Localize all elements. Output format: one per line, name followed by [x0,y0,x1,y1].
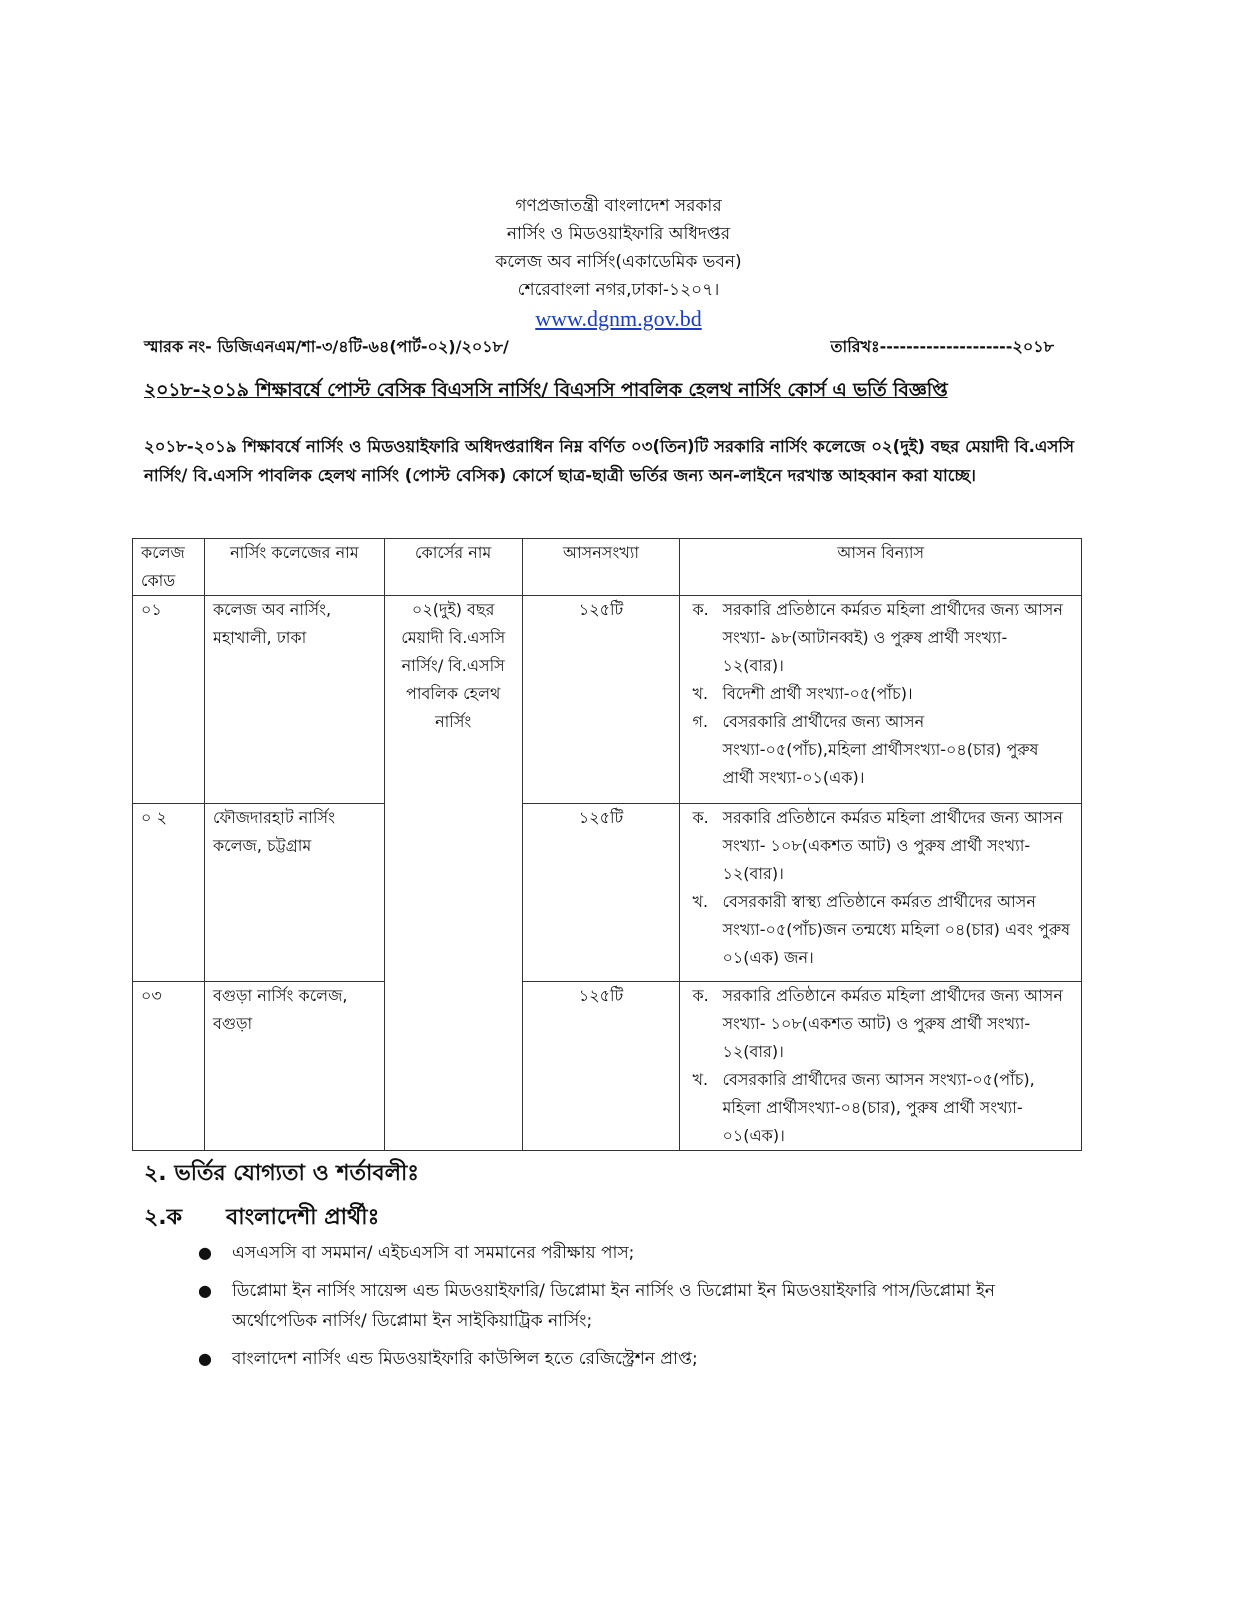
office-building: কলেজ অব নার্সিং(একাডেমিক ভবন) [495,252,742,272]
allocation-cell [680,982,1082,1151]
item-mark: ক. [692,808,709,827]
notice-title: ২০১৮-২০১৯ শিক্ষাবর্ষে পোস্ট বেসিক বিএসসি নার্সিং/ বিএসসি পাবলিক হেলথ নার্সিং কোর্স এ ভর্তি বিজ্ঞপ্তি [144,379,948,401]
subsection-title: বাংলাদেশী প্রার্থীঃ [226,1205,380,1230]
intro-paragraph: ২০১৮-২০১৯ শিক্ষাবর্ষে নার্সিং ও মিডওয়াইফারি অধিদপ্তরাধিন নিম্ন বর্ণিত ০৩(তিন)টি সরকারি নার্সিং কলেজে ০২(দুই) বছর মেয়াদী বি.এসসি নার্সিং/ বি.এসসি পাবলিক হেলথ নার্সিং (পোস্ট বেসিক) কোর্সে ছাত্র-ছাত্রী ভর্তির জন্য অন-লাইনে দরখাস্ত আহব্বান করা যাচ্ছে। [144,437,1074,485]
header-college: নার্সিং কলেজের নাম [204,539,384,596]
college-code: ০৩ [133,982,205,1151]
subsection-label: ২.ক [144,1205,183,1230]
list-item [198,1344,1078,1374]
header-code: কলেজ কোড [133,539,205,596]
seat-count: ১২৫টি [522,804,680,982]
item-text: সরকারি প্রতিষ্ঠানে কর্মরত মহিলা প্রার্থীদের জন্য আসন সংখ্যা- ৯৮(আটানব্বই) ও পুরুষ প্রার্থী সংখ্যা- ১২(বার)। [722,600,1063,675]
header-allocation: আসন বিন্যাস [680,539,1082,596]
item-mark: খ. [692,1070,709,1089]
item-text: বেসরকারী স্বাস্থ্য প্রতিষ্ঠানে কর্মরত প্রার্থীদের আসন সংখ্যা-০৫(পাঁচ)জন তন্মধ্যে মহিলা ০৪(চার) এবং পুরুষ ০১(এক) জন। [722,892,1071,967]
college-name: বগুড়া নার্সিং কলেজ, বগুড়া [204,982,384,1151]
directorate-name: নার্সিং ও মিডওয়াইফারি অধিদপ্তর [506,224,731,244]
college-name: ফৌজদারহাট নার্সিং কলেজ, চট্টগ্রাম [204,804,384,982]
allocation-item [688,596,1073,680]
item-mark: খ. [692,684,709,703]
condition-text: বাংলাদেশ নার্সিং এন্ড মিডওয়াইফারি কাউন্সিল হতে রেজিস্ট্রেশন প্রাপ্ত; [232,1349,698,1369]
item-mark: ক. [692,986,709,1005]
item-text: সরকারি প্রতিষ্ঠানে কর্মরত মহিলা প্রার্থীদের জন্য আসন সংখ্যা- ১০৮(একশত আট) ও পুরুষ প্রার্থী সংখ্যা- ১২(বার)। [722,986,1063,1061]
seat-count: ১২৫টি [522,982,680,1151]
seat-table [132,538,1082,1151]
allocation-item [688,680,1073,708]
item-text: বেসরকারি প্রার্থীদের জন্য আসন সংখ্যা-০৫(পাঁচ),মহিলা প্রার্থীসংখ্যা-০৪(চার) পুরুষ প্রার্থী সংখ্যা-০১(এক)। [722,712,1039,787]
item-text: বিদেশী প্রার্থী সংখ্যা-০৫(পাঁচ)। [722,684,913,703]
college-code: ০১ [133,596,205,804]
letterhead [0,192,1237,335]
allocation-item [688,1066,1073,1150]
item-mark: ক. [692,600,709,619]
office-address: শেরেবাংলা নগর,ঢাকা-১২০৭। [517,280,720,300]
allocation-cell [680,596,1082,804]
condition-text: এসএসসি বা সমমান/ এইচএসসি বা সমমানের পরীক্ষায় পাস; [232,1243,635,1263]
bullet-icon: ● [198,1349,212,1368]
allocation-cell [680,804,1082,982]
list-item [198,1276,1078,1336]
memo-number: স্মারক নং- ডিজিএনএম/শা-৩/৪টি-৬৪(পার্ট-০২)/২০১৮/ [144,337,509,356]
memo-date: তারিখঃ--------------------২০১৮ [830,337,1054,356]
college-name: কলেজ অব নার্সিং, মহাখালী, ঢাকা [204,596,384,804]
allocation-item [688,888,1073,972]
allocation-item [688,982,1073,1066]
govt-name: গণপ্রজাতন্ত্রী বাংলাদেশ সরকার [515,196,722,216]
item-text: বেসরকারি প্রার্থীদের জন্য আসন সংখ্যা-০৫(পাঁচ), মহিলা প্রার্থীসংখ্যা-০৪(চার), পুরুষ প্রার্থী সংখ্যা- ০১(এক)। [722,1070,1035,1145]
header-course: কোর্সের নাম [384,539,522,596]
subsection-heading [144,1200,379,1237]
table-row [133,982,1082,1151]
allocation-item [688,708,1073,792]
table-row [133,804,1082,982]
item-mark: খ. [692,892,709,911]
bullet-icon: ● [198,1243,212,1262]
website-link[interactable]: www.dgnm.gov.bd [535,306,702,331]
header-seats: আসনসংখ্যা [522,539,680,596]
table-header-row [133,539,1082,596]
condition-text: ডিপ্লোমা ইন নার্সিং সায়েন্স এন্ড মিডওয়াইফারি/ ডিপ্লোমা ইন নার্সিং ও ডিপ্লোমা ইন মিডওয়াইফারি পাস/ডিপ্লোমা ইন অর্থোপেডিক নার্সিং/ ডিপ্লোমা ইন সাইকিয়াট্রিক নার্সিং; [232,1281,995,1331]
section-heading: ২. ভর্তির যোগ্যতা ও শর্তাবলীঃ [144,1161,420,1186]
table-row [133,596,1082,804]
item-text: সরকারি প্রতিষ্ঠানে কর্মরত মহিলা প্রার্থীদের জন্য আসন সংখ্যা- ১০৮(একশত আট) ও পুরুষ প্রার্থী সংখ্যা- ১২(বার)। [722,808,1063,883]
seat-count: ১২৫টি [522,596,680,804]
college-code: ০ ২ [133,804,205,982]
course-name: ০২(দুই) বছর মেয়াদী বি.এসসি নার্সিং/ বি.এসসি পাবলিক হেলথ নার্সিং [384,596,522,1151]
list-item [198,1238,1078,1268]
item-mark: গ. [692,712,709,731]
allocation-item [688,804,1073,888]
memo-row [144,334,1054,361]
bullet-icon: ● [198,1281,212,1300]
conditions-list [198,1238,1078,1382]
